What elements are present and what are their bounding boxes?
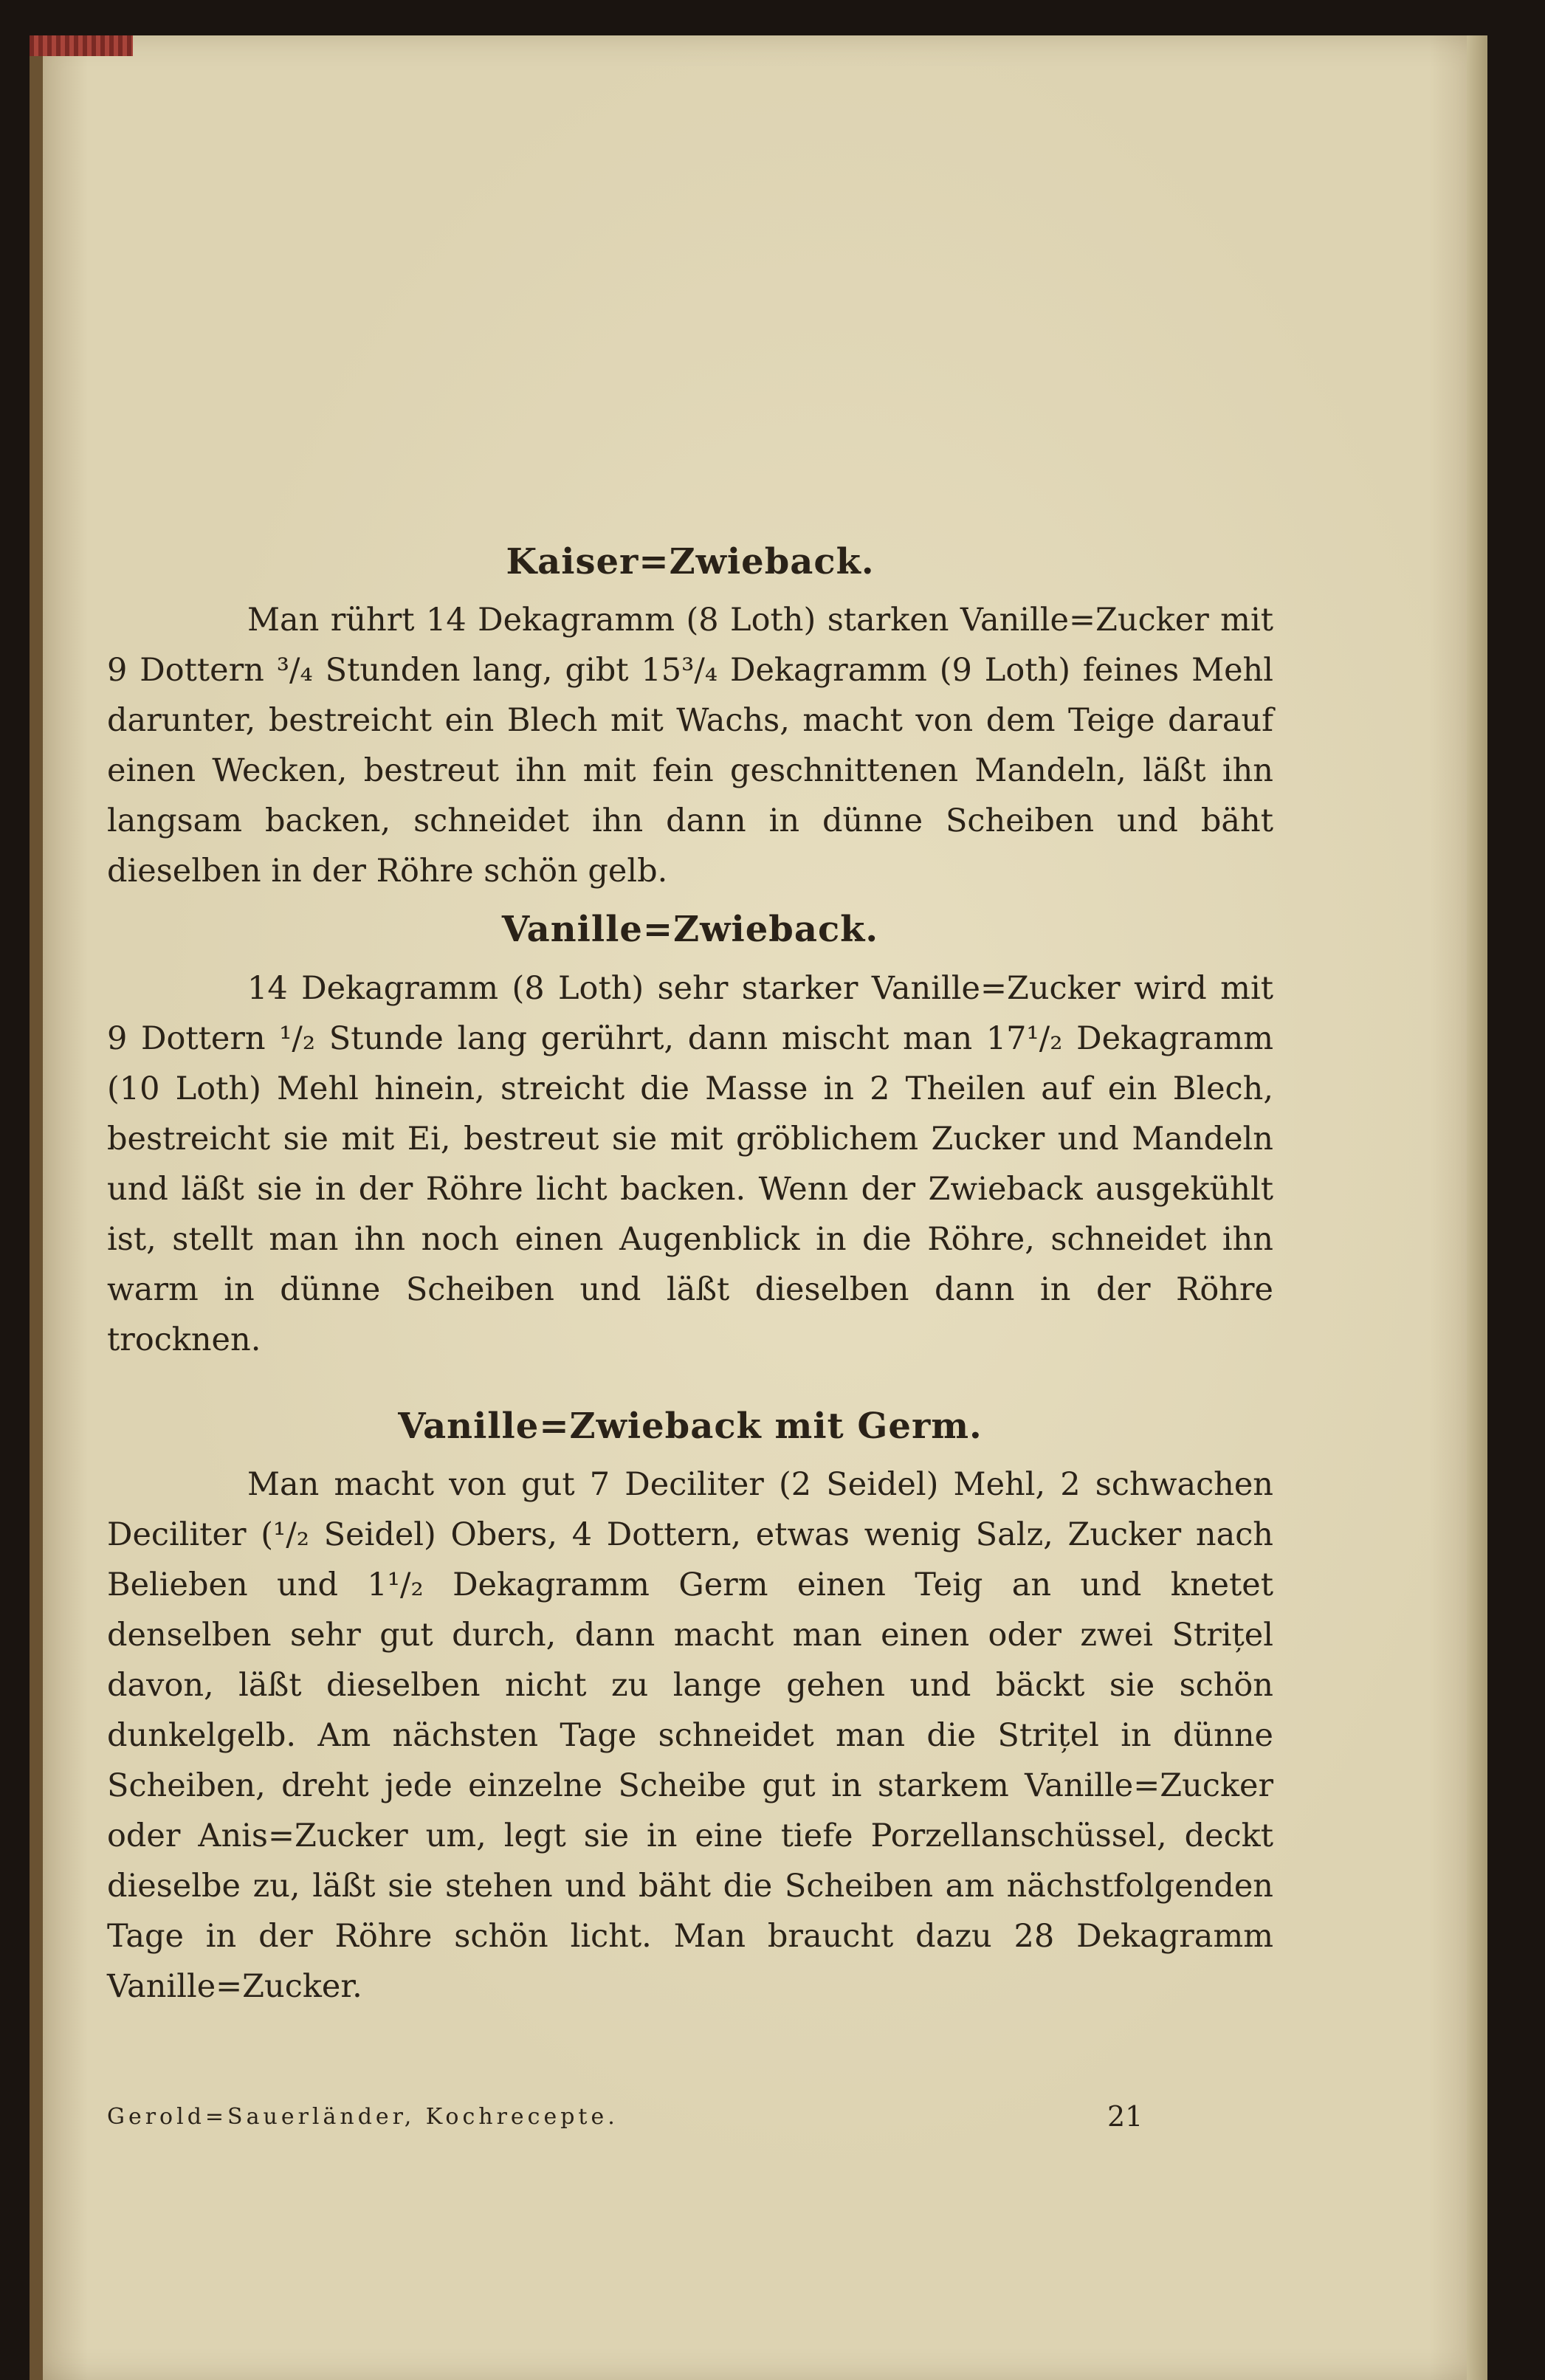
page-content: [107, 539, 1273, 2012]
recipe-text-vanille-zwieback-germ: Man macht von gut 7 Deciliter (2 Seidel) Mehl, 2 schwachen Deciliter (¹/₂ Seidel) Obers, 4 Dottern, etwas wenig Salz, Zucker nach Belieben und 1¹/₂ Dekagramm Germ einen Teig an und knetet denselben sehr gut durch, dann macht man einen oder zwei Strițel davon, läßt dieselben nicht zu lange gehen und bäckt sie schön dunkelgelb. Am nächsten Tage schneidet man die Strițel in dünne Scheiben, dreht jede einzelne Scheibe gut in starkem Vanille=Zucker oder Anis=Zucker um, legt sie in eine tiefe Porzellanschüssel, deckt dieselbe zu, läßt sie stehen und bäht die Scheiben am nächstfolgenden Tage in der Röhre schön licht. Man braucht dazu 28 Dekagramm Vanille=Zucker.: [107, 1466, 1273, 2006]
recipe-text-kaiser-zwieback: Man rührt 14 Dekagramm (8 Loth) starken Vanille=Zucker mit 9 Dottern ³/₄ Stunden lang, gibt 15³/₄ Dekagramm (9 Loth) feines Mehl darunter, bestreicht ein Blech mit Wachs, macht von dem Teige darauf einen Wecken, bestreut ihn mit fein geschnittenen Mandeln, läßt ihn langsam backen, schneidet ihn dann in dünne Scheiben und bäht dieselben in der Röhre schön gelb.: [107, 602, 1273, 890]
recipe-title-vanille-zwieback: Vanille=Zwieback.: [501, 909, 879, 951]
recipe-title-vanille-zwieback-germ: Vanille=Zwieback mit Germ.: [398, 1405, 983, 1447]
page-number: 21: [1107, 2100, 1143, 2133]
book-gutter: [30, 35, 43, 2380]
page-edge: [1467, 35, 1487, 2380]
footer-imprint: Gerold=Sauerländer, Kochrecepte.: [107, 2104, 619, 2130]
recipe-title-kaiser-zwieback: Kaiser=Zwieback.: [506, 541, 875, 582]
recipe-text-vanille-zwieback: 14 Dekagramm (8 Loth) sehr starker Vanille=Zucker wird mit 9 Dottern ¹/₂ Stunde lang gerührt, dann mischt man 17¹/₂ Dekagramm (10 Loth) Mehl hinein, streicht die Masse in 2 Theilen auf ein Blech, bestreicht sie mit Ei, bestreut sie mit gröblichem Zucker und Mandeln und läßt sie in der Röhre licht backen. Wenn der Zwieback ausgekühlt ist, stellt man ihn noch einen Augenblick in die Röhre, schneidet ihn warm in dünne Scheiben und läßt dieselben dann in der Röhre trocknen.: [107, 969, 1273, 1358]
binding-stripe: [30, 35, 133, 56]
